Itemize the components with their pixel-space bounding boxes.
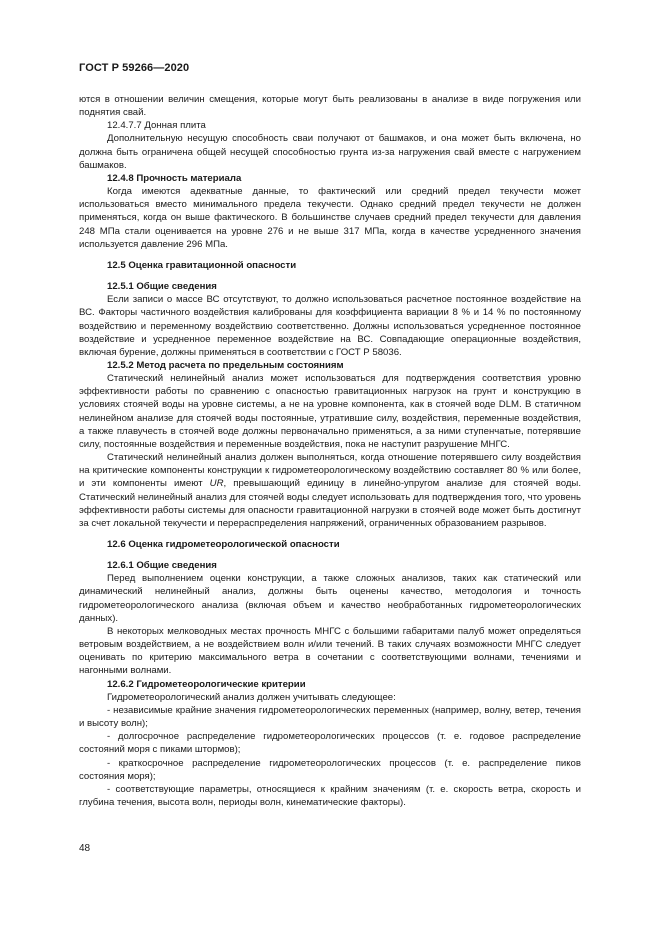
list-item: - соответствующие параметры, относящиеся к крайним значениям (т. е. скорость ветра, скорость и глубина течения, высота волн, периоды волн, кинематические факторы). — [79, 783, 581, 808]
subsection-heading: 12.6.1 Общие сведения — [107, 560, 217, 572]
list-item: - долгосрочное распределение гидрометеорологических процессов (т. е. годовое распределение состояний моря с пиками штормов); — [79, 731, 581, 756]
subsection-heading: 12.5.1 Общие сведения — [107, 281, 217, 293]
paragraph: Статический нелинейный анализ может использоваться для подтверждения соответствия уровню эффективности работы по сравнению с опасностью гравитационных нагрузок на грунт и конструкцию в условиях стоячей воды на уровне системы, а не на уровне компонента, как в стоячей воде DLM. В статичном нелинейном анализе для стоячей воды постоянные, утратившие силу, воздействия, переменные воздействия, а также плавучесть в стоячей воде должны первоначально применяться, а за ними ступенчатые, потерявшие силу, постоянные воздействия и переменные воздействия, пока не наступит разрушение МНГС. — [79, 373, 581, 450]
section-heading: 12.6 Оценка гидрометеорологической опасности — [107, 539, 340, 550]
subsection-heading: 12.5.2 Метод расчета по предельным состояниям — [107, 359, 344, 371]
paragraph: Перед выполнением оценки конструкции, а также сложных анализов, таких как статический или динамический нелинейный анализ, должны быть оценены качество, методология и точность гидрометеорологического анализа (включая объем и качество необработанных гидрометеорологических данных). — [79, 573, 581, 624]
paragraph: В некоторых мелководных местах прочность МНГС с большими габаритами палуб может определяться ветровым воздействием, а не воздействием волн и/или течений. В таких случаях возможности МНГС следует оценивать по критерию максимального ветра в сочетании с соответствующими волнами, течениями и нагонными волнами. — [79, 625, 581, 677]
paragraph: ются в отношении величин смещения, которые могут быть реализованы в анализе в виде погружения или поднятия свай. — [79, 94, 581, 119]
subsection-heading: 12.4.8 Прочность материала — [107, 172, 242, 184]
subsection-heading: 12.4.7.7 Донная плита — [107, 120, 206, 132]
paragraph-text: Статический нелинейный анализ должен выполняться, когда отношение потерявшего силу воздействия на критические компоненты конструкции к гидрометеорологическому воздействию составляет 80 % или более, и эти компоненты имеют — [79, 452, 581, 490]
paragraph — [79, 451, 581, 530]
list-item: - краткосрочное распределение гидрометеорологических процессов (т. е. распределение пиков состояния моря); — [79, 757, 581, 782]
document-header: ГОСТ Р 59266—2020 — [79, 62, 190, 74]
section-heading: 12.5 Оценка гравитационной опасности — [107, 259, 297, 271]
paragraph-text: , превышающий единицу в линейно-упругом анализе для стоячей воды. Статический нелинейный анализ для стоячей воды следует использовать для подтверждения того, что уровень эффективности работы системы для опасности гравитационной нагрузки в стоячей воде может быть достигнут за счет локальной текучести и перераспределения напряжений, ограниченных образованием разрывов. — [79, 478, 581, 529]
page-number: 48 — [79, 843, 91, 854]
list-item: - независимые крайние значения гидрометеорологических переменных (например, волну, ветер, течения и высоту волн); — [79, 704, 581, 730]
subsection-heading: 12.6.2 Гидрометеорологические критерии — [107, 678, 306, 690]
paragraph: Если записи о массе ВС отсутствуют, то должно использоваться расчетное постоянное воздействие на ВС. Факторы частичного воздействия калиброваны для коэффициента вариации 8 % и 14 % по постоянному воздействию и переменному воздействию соответственно. Должны использоваться усредненное постоянное воздействие и усредненное переменное воздействие на ВС. Совпадающие операционные воздействия, включая бурение, должны применяться в соответствии с ГОСТ Р 58036. — [79, 294, 581, 358]
paragraph: Дополнительную несущую способность сваи получают от башмаков, и она может быть включена, но должна быть ограничена общей несущей способностью грунта из-за нагружения свай вместе с нагружением башмаков. — [79, 133, 581, 171]
paragraph: Гидрометеорологический анализ должен учитывать следующее: — [107, 691, 396, 703]
paragraph: Когда имеются адекватные данные, то фактический или средний предел текучести может использоваться вместо минимального предела текучести. Однако средний предел текучести не должен применяться, когда он выше фактического. В большинстве случаев средний предел текучести для давления 248 МПа стали оценивается на уровне 276 и не выше 317 МПа, когда в качестве усредненного значения используется давление 296 МПа. — [79, 186, 581, 250]
italic-term: UR — [209, 478, 224, 490]
document-body — [79, 93, 581, 809]
